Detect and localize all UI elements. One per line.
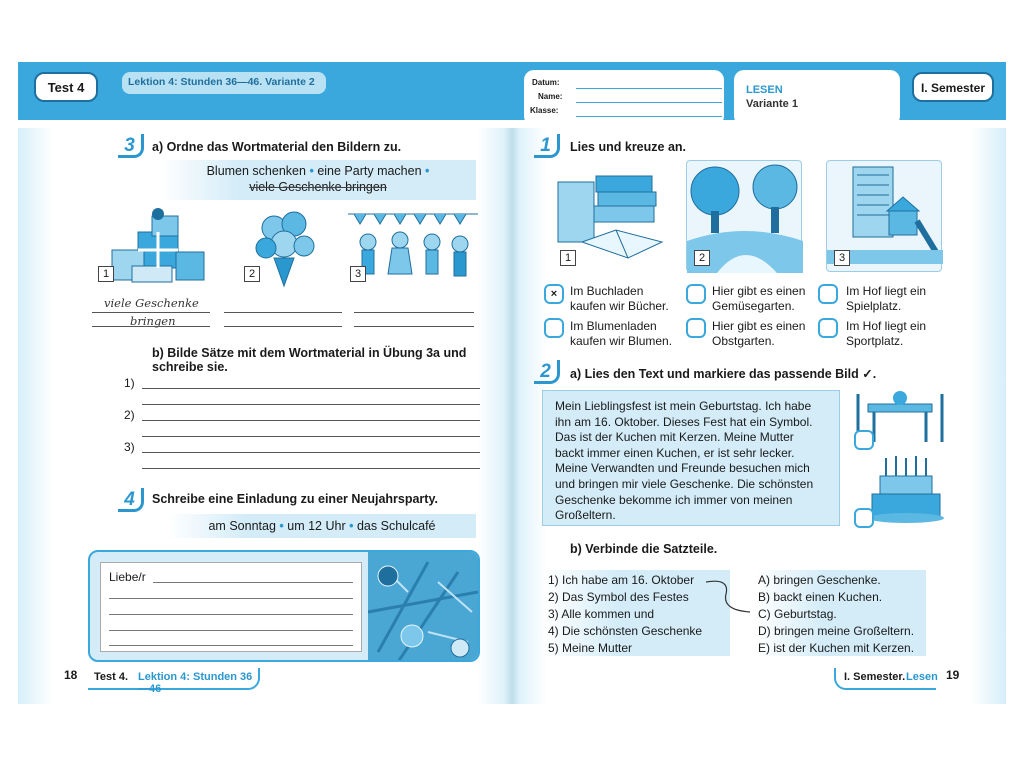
- option-sportplatz-checkbox[interactable]: [818, 318, 838, 338]
- section-box: [734, 70, 900, 126]
- task1-title: Lies und kreuze an.: [570, 140, 687, 154]
- sentence3-line2[interactable]: [142, 468, 480, 469]
- option-gemuesegarten-checkbox[interactable]: [686, 284, 706, 304]
- option-spielplatz-checkbox[interactable]: [818, 284, 838, 304]
- option-buchladen: Im Buchladen kaufen wir Bücher.: [570, 284, 669, 313]
- sentence2-line1[interactable]: [142, 420, 480, 421]
- answer1-line2[interactable]: [92, 326, 210, 327]
- text-line: Mein Lieblingsfest ist mein Geburtstag. Ich habe: [555, 399, 812, 413]
- birthday-cake-picture: [866, 454, 946, 524]
- task2b-title: b) Verbinde die Satzteile.: [570, 542, 718, 556]
- left-part-3[interactable]: 3) Alle kommen und: [548, 607, 655, 621]
- option-blumenladen: Im Blumenladen kaufen wir Blumen.: [570, 319, 673, 348]
- left-page-number: 18: [64, 668, 78, 682]
- party-picture: [348, 208, 478, 292]
- wordbank-item-uhr: um 12 Uhr: [287, 519, 346, 533]
- right-part-e[interactable]: E) ist der Kuchen mit Kerzen.: [758, 641, 915, 655]
- wordbank-item-geschenke: viele Geschenke bringen: [249, 180, 387, 194]
- left-part-4[interactable]: 4) Die schönsten Geschenke: [548, 624, 703, 638]
- bullet-dot: •: [425, 164, 430, 178]
- bullet-dot: •: [279, 519, 284, 533]
- footer-test: Test 4.: [94, 671, 129, 683]
- gifts-picture-number: 1: [98, 266, 114, 282]
- left-part-1[interactable]: 1) Ich habe am 16. Oktober: [548, 573, 695, 587]
- party-picture-number: 3: [350, 266, 366, 282]
- page-gutter: [504, 122, 520, 704]
- footer-semester: I. Semester.: [844, 671, 906, 683]
- task3-badge: 3: [118, 134, 144, 158]
- wordbank-item-schulcafe: das Schulcafé: [356, 519, 436, 533]
- bullet-dot: •: [349, 519, 354, 533]
- right-part-b[interactable]: B) backt einen Kuchen.: [758, 590, 883, 604]
- task4-wordbank: [168, 514, 476, 538]
- right-page-number: 19: [946, 668, 960, 682]
- card-salutation: Liebe/r: [109, 570, 146, 584]
- footer-lesson: Lektion 4: Stunden 36—46: [138, 671, 253, 695]
- cake-picture-checkbox[interactable]: [854, 508, 874, 528]
- text-line: Meine Verwandten und Freunde besuchen mich: [555, 461, 810, 476]
- task3b-title-line1: b) Bilde Sätze mit dem Wortmaterial in Übung 3a und: [152, 346, 467, 360]
- option-buchladen-checkbox[interactable]: ×: [544, 284, 564, 304]
- right-part-c[interactable]: C) Geburtstag.: [758, 607, 837, 621]
- reading-text: [542, 390, 840, 526]
- card-line-2[interactable]: [109, 598, 353, 599]
- sentence-number-3: 3): [124, 440, 135, 454]
- answer1-line1-text: viele Geschenke: [104, 296, 199, 310]
- bookstore-picture-number: 1: [560, 250, 576, 266]
- section-label: LESEN: [746, 84, 783, 96]
- field-klasse-label: Klasse:: [530, 106, 559, 115]
- option-spielplatz: Im Hof liegt ein Spielplatz.: [846, 284, 927, 313]
- left-part-5[interactable]: 5) Meine Mutter: [548, 641, 633, 655]
- task3-title: a) Ordne das Wortmaterial den Bildern zu.: [152, 140, 402, 154]
- option-blumenladen-checkbox[interactable]: [544, 318, 564, 338]
- semester-label: I. Semester: [920, 81, 986, 95]
- test-label: Test 4: [47, 80, 85, 95]
- text-line: Geschenke bekomme ich immer von meinen: [555, 492, 793, 507]
- answer1-line2-text: bringen: [130, 314, 176, 328]
- right-part-d[interactable]: D) bringen meine Großeltern.: [758, 624, 915, 638]
- text-line: Das ist der Kuchen mit Kerzen. Meine Mutter: [555, 430, 794, 445]
- wordbank-item-party: eine Party machen: [317, 164, 422, 178]
- text-line: ihn am 16. Oktober. Dieses Fest hat ein Symbol.: [555, 414, 813, 429]
- answer2-line1[interactable]: [224, 312, 342, 313]
- table-picture-checkbox[interactable]: [854, 430, 874, 450]
- sentence1-line1[interactable]: [142, 388, 480, 389]
- left-footer: [88, 668, 260, 695]
- sentence1-line2[interactable]: [142, 404, 480, 405]
- bouquet-picture-number: 2: [244, 266, 260, 282]
- text-line: Großeltern.: [555, 508, 616, 523]
- task4-title: Schreibe eine Einladung zu einer Neujahrsparty.: [152, 492, 438, 506]
- answer3-line2[interactable]: [354, 326, 474, 327]
- garden-picture-number: 2: [694, 250, 710, 266]
- section-variant: Variante 1: [746, 98, 798, 110]
- task3b-title-line2: schreibe sie.: [152, 360, 228, 374]
- sentence2-line2[interactable]: [142, 436, 480, 437]
- field-datum-label: Datum:: [532, 78, 560, 87]
- answer2-line2[interactable]: [224, 326, 342, 327]
- sentence-number-1: 1): [124, 376, 135, 390]
- left-part-2[interactable]: 2) Das Symbol des Festes: [548, 590, 689, 604]
- workbook-spread: [18, 62, 1006, 704]
- option-obstgarten-checkbox[interactable]: [686, 318, 706, 338]
- field-name-label: Name:: [538, 92, 563, 101]
- card-line-1[interactable]: [153, 582, 353, 583]
- sentence-number-2: 2): [124, 408, 135, 422]
- task2-title: a) Lies den Text und markiere das passende Bild ✓.: [570, 367, 877, 381]
- answer1-line1[interactable]: [92, 312, 210, 313]
- right-footer: [834, 668, 936, 690]
- lesson-label: Lektion 4: Stunden 36—46. Variante 2: [128, 76, 315, 88]
- card-line-5[interactable]: [109, 645, 353, 646]
- card-line-4[interactable]: [109, 630, 353, 631]
- sentence3-line1[interactable]: [142, 452, 480, 453]
- semester-tab: [912, 72, 994, 102]
- text-line: backt immer einen Kuchen, er ist sehr lecker.: [555, 445, 795, 460]
- field-name-line[interactable]: [576, 102, 722, 103]
- text-line: und bringen mir viele Geschenke. Die schönsten: [555, 476, 814, 491]
- invitation-writing-area[interactable]: [100, 562, 362, 652]
- option-obstgarten: Hier gibt es einen Obstgarten.: [712, 319, 806, 348]
- test-tab: [34, 72, 98, 102]
- field-klasse-line[interactable]: [576, 116, 722, 117]
- option-gemuesegarten: Hier gibt es einen Gemüsegarten.: [712, 284, 806, 313]
- task3-wordbank: [160, 160, 476, 200]
- option-sportplatz: Im Hof liegt ein Sportplatz.: [846, 319, 927, 348]
- task4-badge: 4: [118, 488, 144, 512]
- card-line-3[interactable]: [109, 614, 353, 615]
- wordbank-item-blumen: Blumen schenken: [206, 164, 306, 178]
- footer-section: Lesen: [906, 671, 938, 683]
- matching-connector-line: [706, 574, 762, 618]
- lesson-tab: [122, 72, 326, 94]
- playground-picture-number: 3: [834, 250, 850, 266]
- task2-badge: 2: [534, 360, 560, 384]
- christmas-decoration-image: [368, 552, 480, 662]
- wordbank-item-sonntag: am Sonntag: [208, 519, 276, 533]
- bullet-dot: •: [309, 164, 314, 178]
- name-fields: [524, 70, 724, 126]
- right-part-a[interactable]: A) bringen Geschenke.: [758, 573, 881, 587]
- invitation-card: [88, 550, 480, 662]
- gifts-picture: [98, 202, 208, 288]
- task1-badge: 1: [534, 134, 560, 158]
- field-datum-line[interactable]: [576, 88, 722, 89]
- answer3-line1[interactable]: [354, 312, 474, 313]
